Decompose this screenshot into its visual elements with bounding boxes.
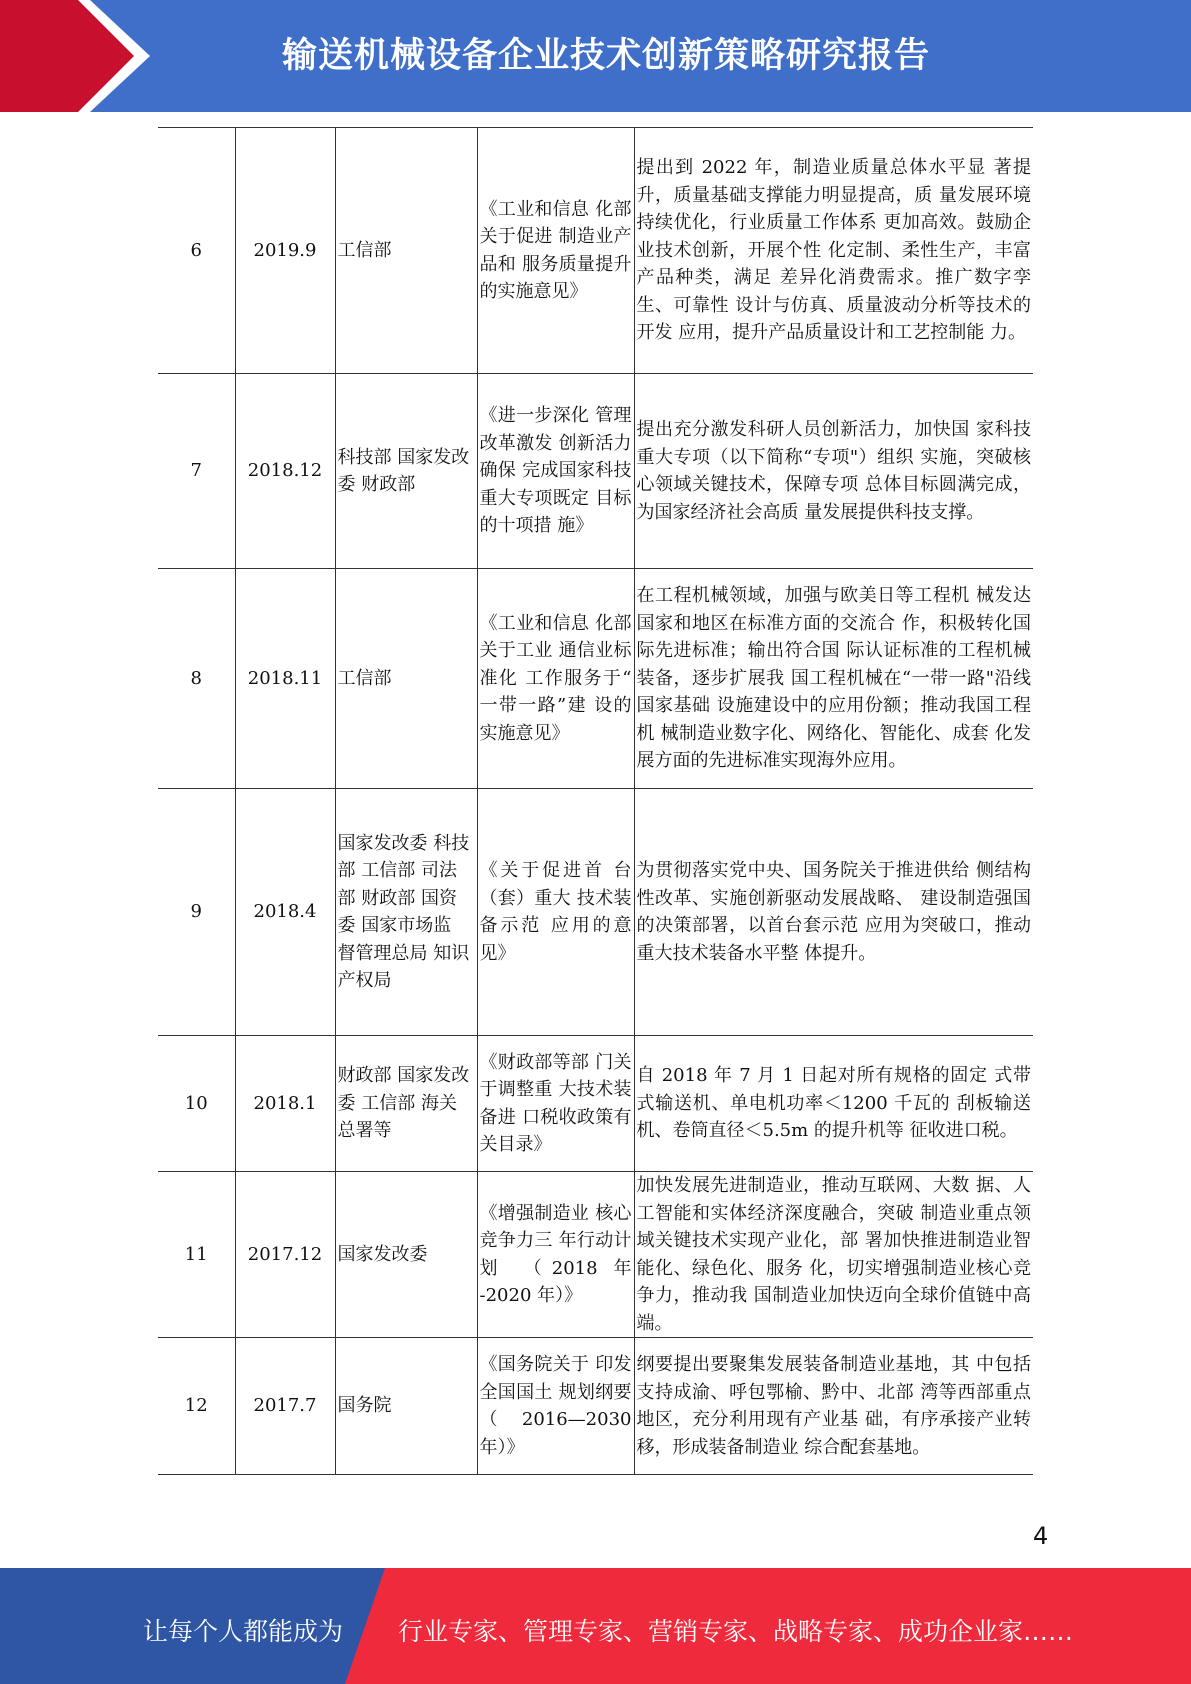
row-department: 工信部	[335, 569, 477, 789]
row-document-title: 《财政部等部 门关于调整重 大技术装备进 口税收政策有 关目录》	[477, 1036, 634, 1172]
report-title: 输送机械设备企业技术创新策略研究报告	[282, 36, 931, 76]
row-content: 提出充分激发科研人员创新活力，加快国 家科技重大专项（以下简称“专项"）组织 实施，突破核心领域关键技术，保障专项 总体目标圆满完成，为国家经济社会高质 量发展提供科技支撑。	[634, 374, 1033, 569]
row-document-title: 《关于促进首 台（套）重大 技术装备示范 应用的意见》	[477, 789, 634, 1036]
row-department: 工信部	[335, 128, 477, 374]
row-department: 国家发改委 科技部 工信部 司法部 财政部 国资委 国家市场监 督管理总局 知识产权局	[335, 789, 477, 1036]
row-content: 自 2018 年 7 月 1 日起对所有规格的固定 式带式输送机、单电机功率＜1200 千瓦的 刮板输送机、卷筒直径＜5.5m 的提升机等 征收进口税。	[634, 1036, 1033, 1172]
table-row	[158, 128, 1033, 374]
row-date: 2017.12	[235, 1172, 335, 1338]
table-row	[158, 1036, 1033, 1172]
row-date: 2017.7	[235, 1338, 335, 1475]
row-department: 财政部 国家发改委 工信部 海关总署等	[335, 1036, 477, 1172]
footer-slogan-left: 让每个人都能成为	[143, 1617, 344, 1646]
row-number: 7	[158, 374, 235, 569]
row-date: 2018.12	[235, 374, 335, 569]
table-row	[158, 789, 1033, 1036]
row-document-title: 《工业和信息 化部关于工业 通信业标准化 工作服务于“ 一带一路”建 设的实施意见》	[477, 569, 634, 789]
row-date: 2019.9	[235, 128, 335, 374]
row-document-title: 《进一步深化 管理改革激发 创新活力确保 完成国家科技 重大专项既定 目标的十项措 施》	[477, 374, 634, 569]
row-number: 10	[158, 1036, 235, 1172]
row-number: 12	[158, 1338, 235, 1475]
row-department: 科技部 国家发改委 财政部	[335, 374, 477, 569]
table-row	[158, 374, 1033, 569]
row-document-title: 《增强制造业 核心竞争力三 年行动计划 （2018 年 -2020 年）》	[477, 1172, 634, 1338]
row-department: 国务院	[335, 1338, 477, 1475]
row-content: 纲要提出要聚集发展装备制造业基地，其 中包括支持成渝、呼包鄂榆、黔中、北部 湾等西部重点地区，充分利用现有产业基 础，有序承接产业转移，形成装备制造业 综合配套基地。	[634, 1338, 1033, 1475]
row-number: 11	[158, 1172, 235, 1338]
row-date: 2018.4	[235, 789, 335, 1036]
row-content: 提出到 2022 年，制造业质量总体水平显 著提升，质量基础支撑能力明显提高，质 量发展环境持续优化，行业质量工作体系 更加高效。鼓励企业技术创新，开展个性 化定制、柔性生产，丰富产品种类，满足 差异化消费需求。推广数字孪生、可靠性 设计与仿真、质量波动分析等技术的开发 应用，提升产品质量设计和工艺控制能 力。	[634, 128, 1033, 374]
table-row	[158, 1172, 1033, 1338]
page-header	[0, 0, 1191, 112]
policy-table	[158, 127, 1033, 1475]
page-number: 4	[1033, 1522, 1049, 1550]
row-number: 8	[158, 569, 235, 789]
row-number: 6	[158, 128, 235, 374]
row-content: 在工程机械领域，加强与欧美日等工程机 械发达国家和地区在标准方面的交流合 作，积极转化国际先进标准；输出符合国 际认证标准的工程机械装备，逐步扩展我 国工程机械在“一带一路"沿线国家基础 设施建设中的应用份额；推动我国工程机 械制造业数字化、网络化、智能化、成套 化发展方面的先进标准实现海外应用。	[634, 569, 1033, 789]
table-row	[158, 569, 1033, 789]
page-footer	[0, 1568, 1191, 1684]
footer-slogan-right: 行业专家、管理专家、营销专家、战略专家、成功企业家……	[398, 1617, 1074, 1646]
row-department: 国家发改委	[335, 1172, 477, 1338]
row-date: 2018.1	[235, 1036, 335, 1172]
row-content: 为贯彻落实党中央、国务院关于推进供给 侧结构性改革、实施创新驱动发展战略、 建设制造强国的决策部署，以首台套示范 应用为突破口，推动重大技术装备水平整 体提升。	[634, 789, 1033, 1036]
row-document-title: 《国务院关于 印发全国国土 规划纲要 （ 2016—2030 年）》	[477, 1338, 634, 1475]
table-row	[158, 1338, 1033, 1475]
row-document-title: 《工业和信息 化部关于促进 制造业产品和 服务质量提升 的实施意见》	[477, 128, 634, 374]
row-content: 加快发展先进制造业，推动互联网、大数 据、人工智能和实体经济深度融合，突破 制造业重点领域关键技术实现产业化，部 署加快推进制造业智能化、绿色化、服务 化，切实增强制造业核心竞争力，推动我 国制造业加快迈向全球价值链中高端。	[634, 1172, 1033, 1338]
row-number: 9	[158, 789, 235, 1036]
row-date: 2018.11	[235, 569, 335, 789]
